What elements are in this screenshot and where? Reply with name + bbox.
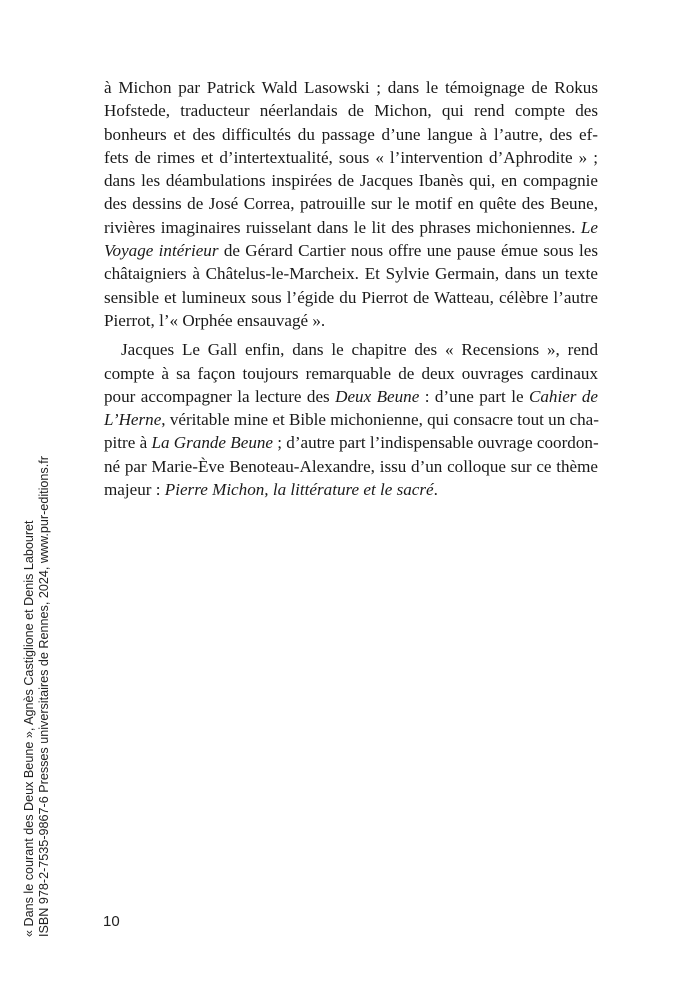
- text-line: Jacques Le Gall enfin, dans le chapitre des « Recensions », rend: [121, 340, 598, 360]
- text-line: [104, 431, 598, 454]
- text-line: à Michon par Patrick Wald Lasowski ; dans le témoignage de Rokus: [104, 78, 598, 97]
- text-line: né par Marie-Ève Benoteau-Alexandre, issu d’un colloque sur ce thème: [104, 456, 598, 476]
- credit-line-title: « Dans le courant des Deux Beune », Agnès Castiglione et Denis Labouret: [22, 520, 36, 937]
- text-line: compte à sa façon toujours remarquable de deux ouvrages cardinaux: [104, 363, 598, 383]
- text-line: Pierrot, l’« Orphée ensauvagé ».: [104, 310, 326, 330]
- text-line: [104, 478, 598, 501]
- text-line: des dessins de José Correa, patrouille sur le motif en quête des Beune,: [104, 194, 598, 214]
- italic-title: Deux Beune: [335, 386, 420, 406]
- text-line: châtaigniers à Châtelus-le-Marcheix. Et Sylvie Germain, dans un texte: [104, 264, 598, 284]
- credit-line-isbn: ISBN 978-2-7535-9867-6 Presses universitaires de Rennes, 2024, www.pur-editions.fr: [37, 456, 51, 937]
- text-run: majeur :: [104, 480, 165, 500]
- text-line: dans les déambulations inspirées de Jacques Ibanès qui, en compagnie: [104, 171, 598, 191]
- text-run: pitre à: [104, 433, 152, 453]
- italic-title: Le: [580, 217, 598, 237]
- italic-title: Pierre Michon, la littérature et le sacré: [164, 480, 434, 500]
- italic-title: Voyage intérieur: [104, 241, 219, 261]
- text-run: pour accompagner la lecture des: [104, 386, 336, 406]
- text-line: [104, 239, 598, 262]
- italic-title: La Grande Beune: [151, 433, 274, 453]
- text-run: ; d’autre part l’indispensable ouvrage coordon-: [273, 433, 599, 453]
- text-run: .: [433, 480, 438, 500]
- text-run: : d’une part le: [419, 386, 529, 406]
- text-line: [104, 408, 598, 431]
- side-credit: [22, 456, 52, 937]
- body-text: [104, 76, 598, 501]
- italic-title: L’Herne: [104, 410, 162, 430]
- text-run: , véritable mine et Bible michonienne, qui consacre tout un cha-: [161, 410, 599, 430]
- text-line: bonheurs et des difficultés du passage d’une langue à l’autre, des ef-: [104, 124, 598, 144]
- text-run: de Gérard Cartier nous offre une pause émue sous les: [218, 241, 598, 261]
- text-run: rivières imaginaires ruisselant dans le lit des phrases michoniennes.: [104, 217, 576, 237]
- text-line: sensible et lumineux sous l’égide du Pierrot de Watteau, célèbre l’autre: [104, 287, 598, 307]
- text-line: fets de rimes et d’intertextualité, sous « l’intervention d’Aphrodite » ;: [104, 147, 598, 167]
- page-number: 10: [103, 913, 120, 930]
- text-line: [104, 216, 598, 239]
- text-line: Hofstede, traducteur néerlandais de Michon, qui rend compte des: [104, 101, 598, 121]
- text-line: [104, 385, 598, 408]
- italic-title: Cahier de: [528, 386, 598, 406]
